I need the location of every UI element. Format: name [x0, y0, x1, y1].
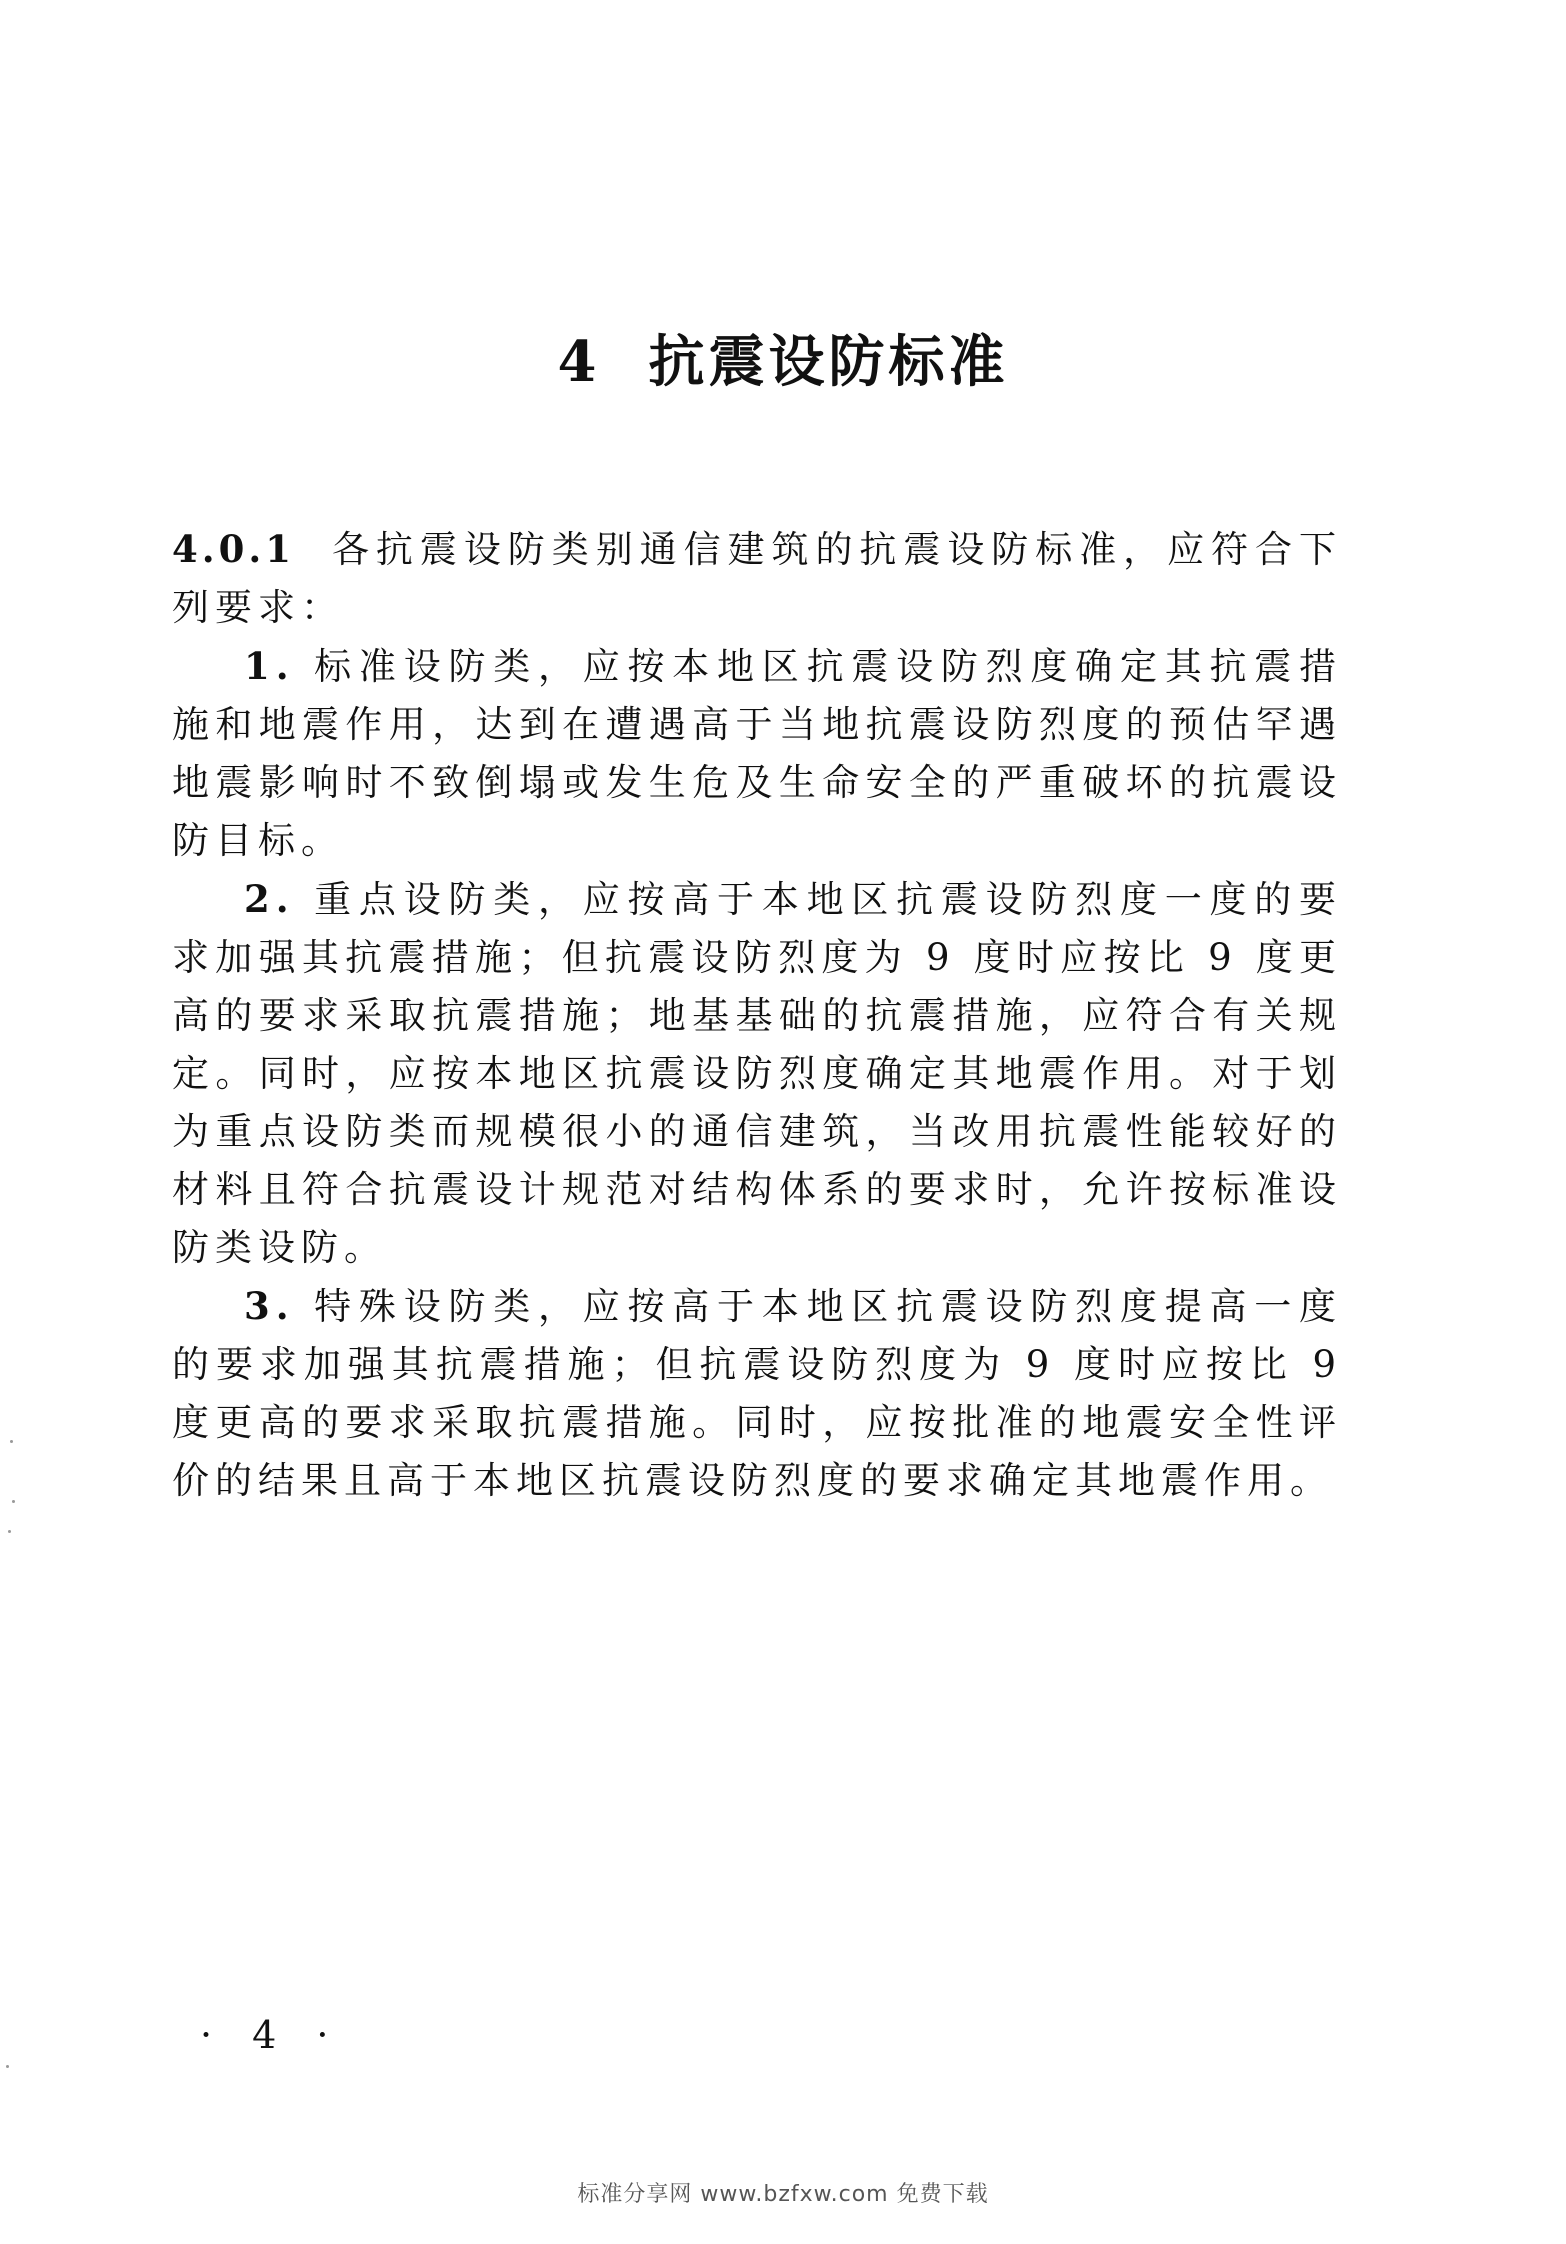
item-text-1: 标准设防类，应按本地区抗震设防烈度确定其抗震措施和地震作用，达到在遭遇高于当地抗震设防烈度的预估罕遇地震影响时不致倒塌或发生危及生命安全的严重破坏的抗震设防目标。: [172, 645, 1342, 862]
scan-artifact-dot: [10, 1440, 13, 1443]
page-number: · 4 ·: [200, 2013, 343, 2057]
scan-artifact-dot: [8, 1530, 11, 1533]
item-text-3: 特殊设防类，应按高于本地区抗震设防烈度提高一度的要求加强其抗震措施；但抗震设防烈度为 9 度时应按比 9 度更高的要求采取抗震措施。同时，应按批准的地震安全性评价的结果且高于本地区抗震设防烈度的要求确定其地震作用。: [172, 1285, 1342, 1502]
scan-artifact-dot: [6, 2065, 9, 2068]
item-number-2: 2.: [244, 877, 295, 921]
clause-body: [172, 520, 1342, 1510]
item-number-3: 3.: [244, 1284, 295, 1328]
chapter-title: 抗震设防标准: [648, 329, 1009, 395]
clause-text: 各抗震设防类别通信建筑的抗震设防标准，应符合下列要求：: [172, 528, 1342, 629]
watermark-footer: 标准分享网 www.bzfxw.com 免费下载: [577, 2182, 989, 2207]
scan-artifact-dot: [12, 1500, 15, 1503]
chapter-number: 4: [557, 329, 601, 395]
clause-number: 4.0.1: [172, 527, 295, 571]
chapter-heading: [0, 322, 1566, 402]
clause-item-2: [172, 870, 1342, 1277]
clause-4-0-1: [172, 520, 1342, 637]
clause-item-1: [172, 637, 1342, 870]
item-number-1: 1.: [244, 644, 295, 688]
item-text-2: 重点设防类，应按高于本地区抗震设防烈度一度的要求加强其抗震措施；但抗震设防烈度为 9 度时应按比 9 度更高的要求采取抗震措施；地基基础的抗震措施，应符合有关规定。同时，应按本地区抗震设防烈度确定其地震作用。对于划为重点设防类而规模很小的通信建筑，当改用抗震性能较好的材料且符合抗震设计规范对结构体系的要求时，允许按标准设防类设防。: [172, 878, 1342, 1269]
clause-item-3: [172, 1277, 1342, 1510]
